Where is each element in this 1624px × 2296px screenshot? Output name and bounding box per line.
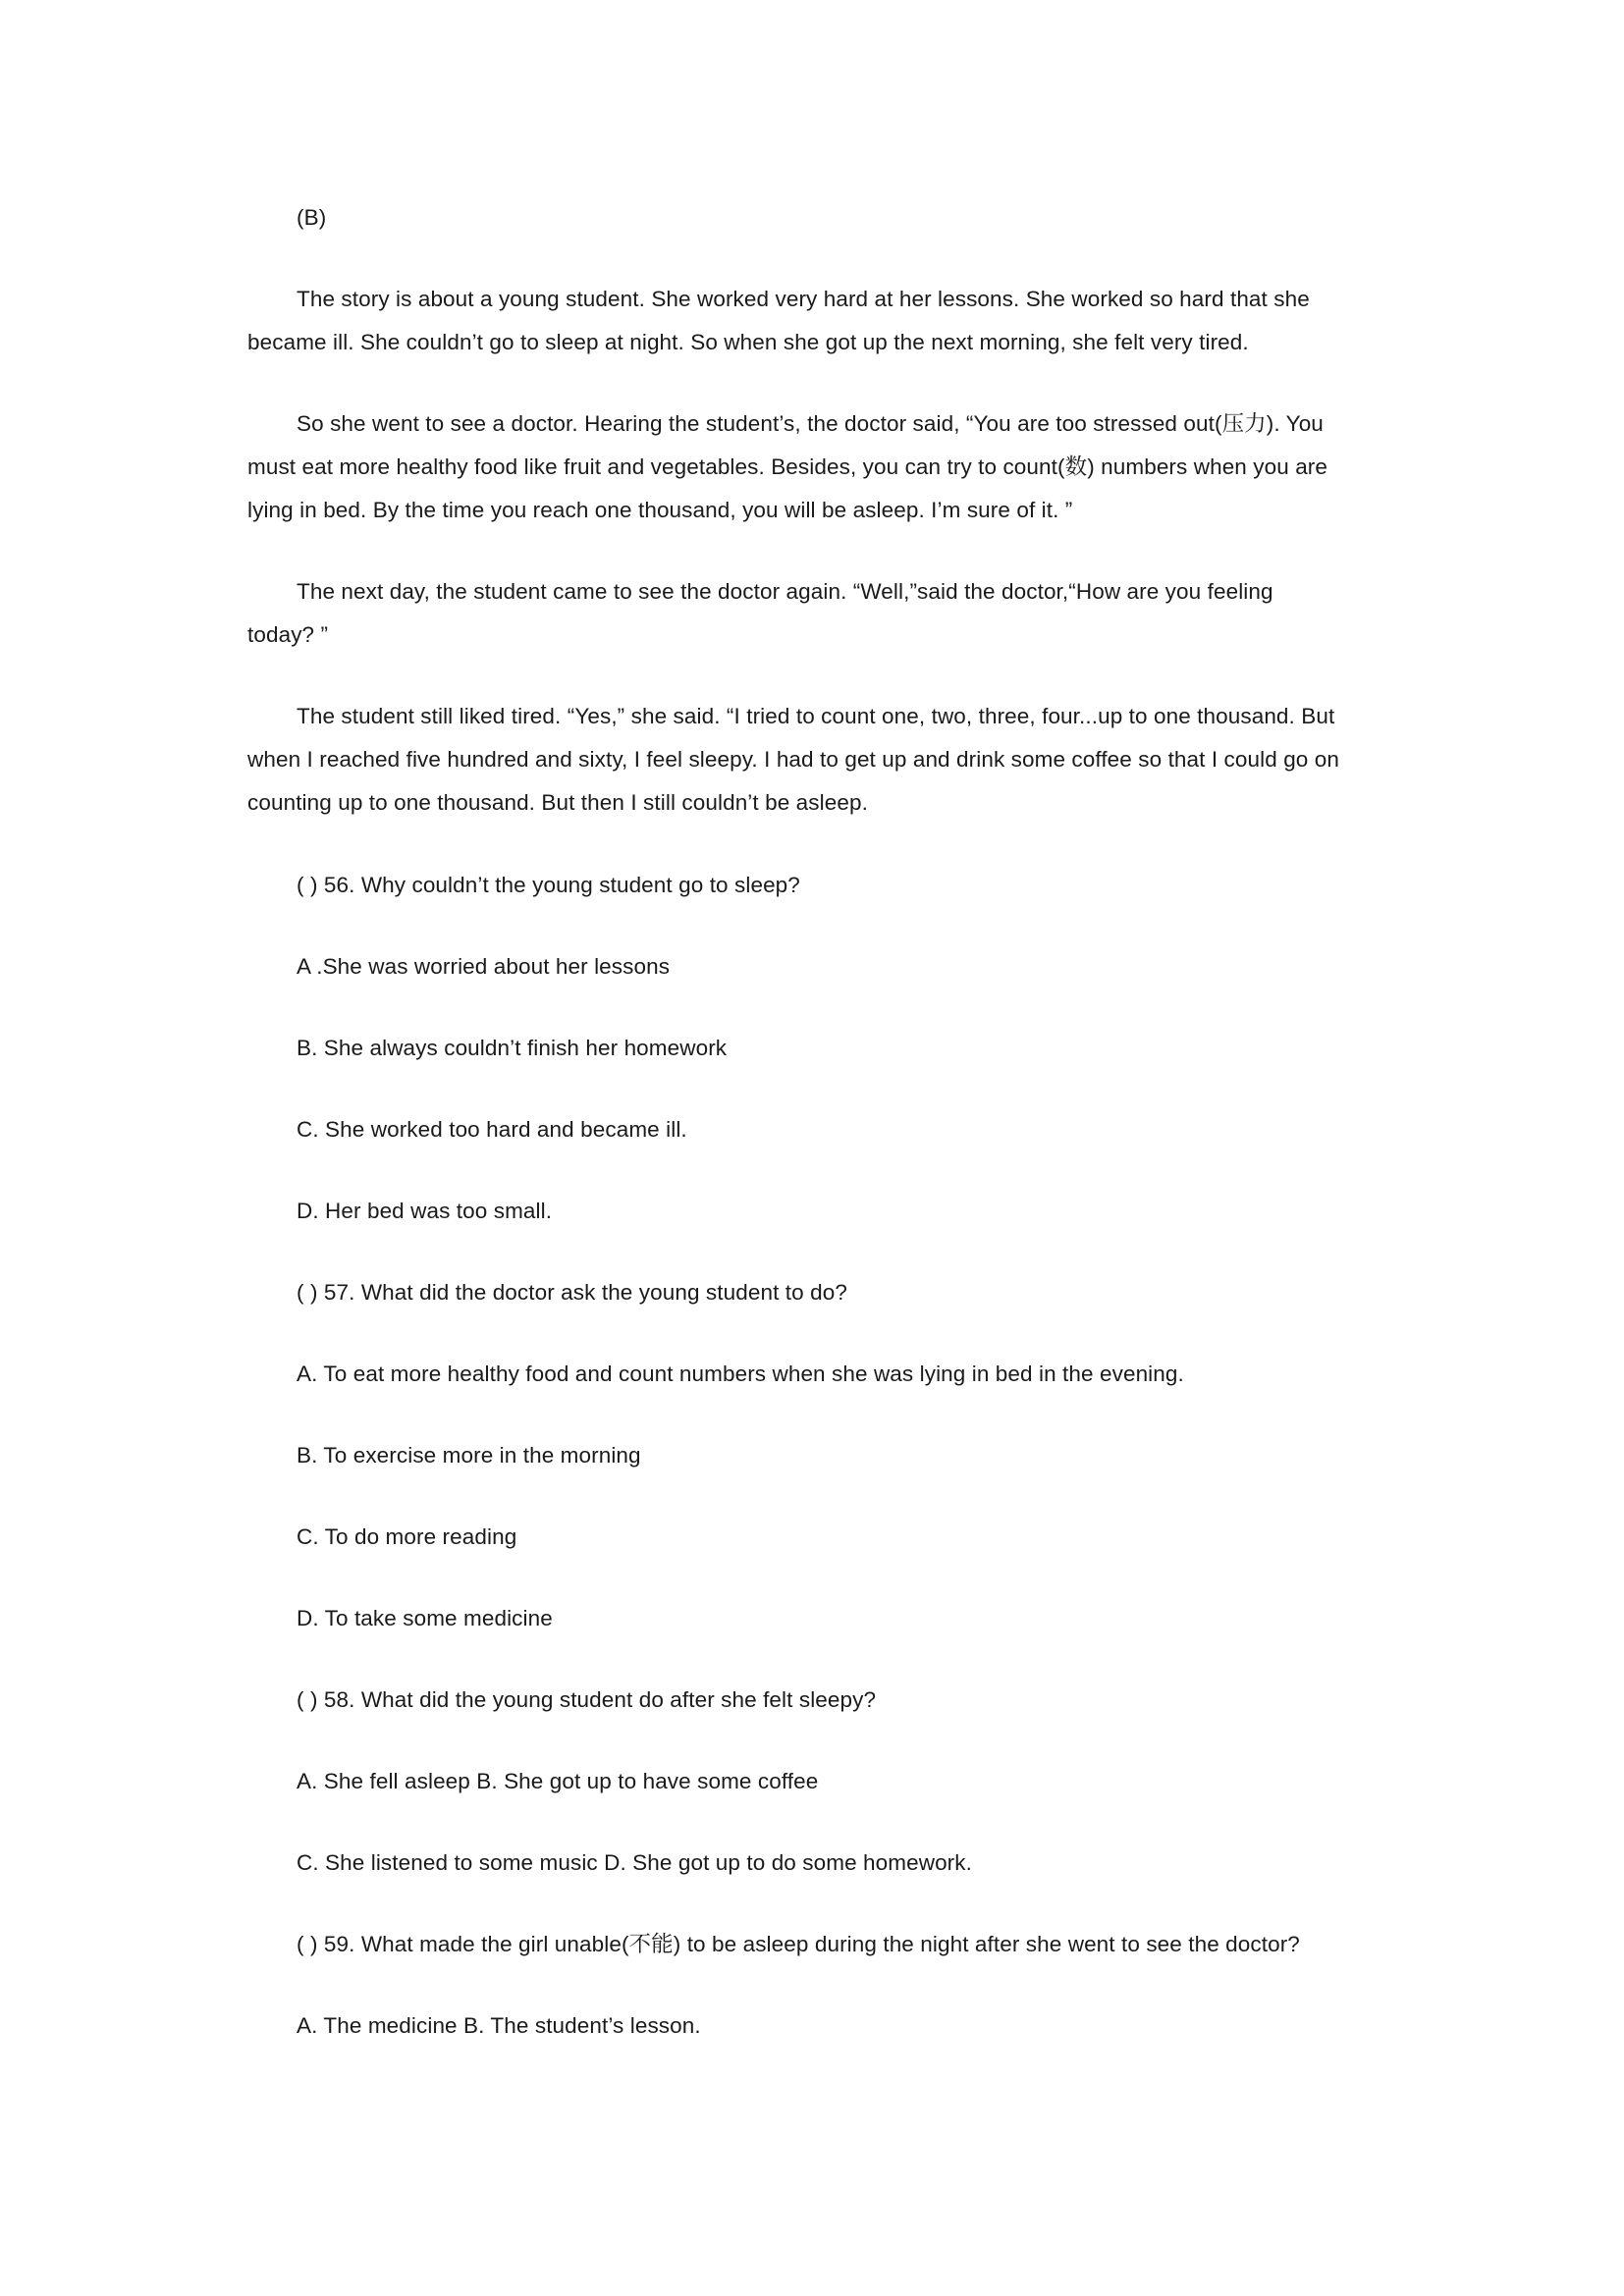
- answer-option: C. She listened to some music D. She got up to do some homework.: [297, 1850, 972, 1875]
- passage-line: So she went to see a doctor. Hearing the student’s, the doctor said, “You are too stressed out(压力). You: [297, 411, 1324, 436]
- answer-option: D. To take some medicine: [297, 1606, 553, 1630]
- passage-line: when I reached five hundred and sixty, I feel sleepy. I had to get up and drink some coffee so that I could go on: [247, 747, 1339, 772]
- passage-line: became ill. She couldn’t go to sleep at night. So when she got up the next morning, she felt very tired.: [247, 330, 1249, 354]
- answer-option: C. To do more reading: [297, 1524, 517, 1549]
- answer-option: A. She fell asleep B. She got up to have some coffee: [297, 1769, 819, 1793]
- document-page: [247, 0, 1386, 2296]
- question-stem: ( ) 59. What made the girl unable(不能) to be asleep during the night after she went to see the doctor?: [297, 1932, 1300, 1956]
- passage-line: The story is about a young student. She worked very hard at her lessons. She worked so hard that she: [297, 287, 1310, 311]
- passage-line: counting up to one thousand. But then I still couldn’t be asleep.: [247, 790, 868, 815]
- passage-line: The student still liked tired. “Yes,” she said. “I tried to count one, two, three, four...up to one thousand. But: [297, 704, 1335, 728]
- passage-line: lying in bed. By the time you reach one thousand, you will be asleep. I’m sure of it. ”: [247, 498, 1073, 522]
- passage-line: must eat more healthy food like fruit and vegetables. Besides, you can try to count(数) numbers when you are: [247, 454, 1328, 479]
- question-stem: ( ) 58. What did the young student do after she felt sleepy?: [297, 1687, 877, 1712]
- answer-option: A. To eat more healthy food and count numbers when she was lying in bed in the evening.: [297, 1362, 1184, 1386]
- passage-line: The next day, the student came to see the doctor again. “Well,”said the doctor,“How are you feeling: [297, 579, 1273, 604]
- answer-option: D. Her bed was too small.: [297, 1199, 553, 1223]
- section-label: (B): [297, 205, 327, 230]
- answer-option: B. To exercise more in the morning: [297, 1443, 641, 1468]
- answer-option: B. She always couldn’t finish her homework: [297, 1036, 728, 1060]
- answer-option: A .She was worried about her lessons: [297, 954, 671, 979]
- passage-line: today? ”: [247, 622, 329, 647]
- question-stem: ( ) 57. What did the doctor ask the young student to do?: [297, 1280, 847, 1305]
- answer-option: A. The medicine B. The student’s lesson.: [297, 2013, 701, 2038]
- question-stem: ( ) 56. Why couldn’t the young student go to sleep?: [297, 873, 800, 897]
- answer-option: C. She worked too hard and became ill.: [297, 1117, 687, 1142]
